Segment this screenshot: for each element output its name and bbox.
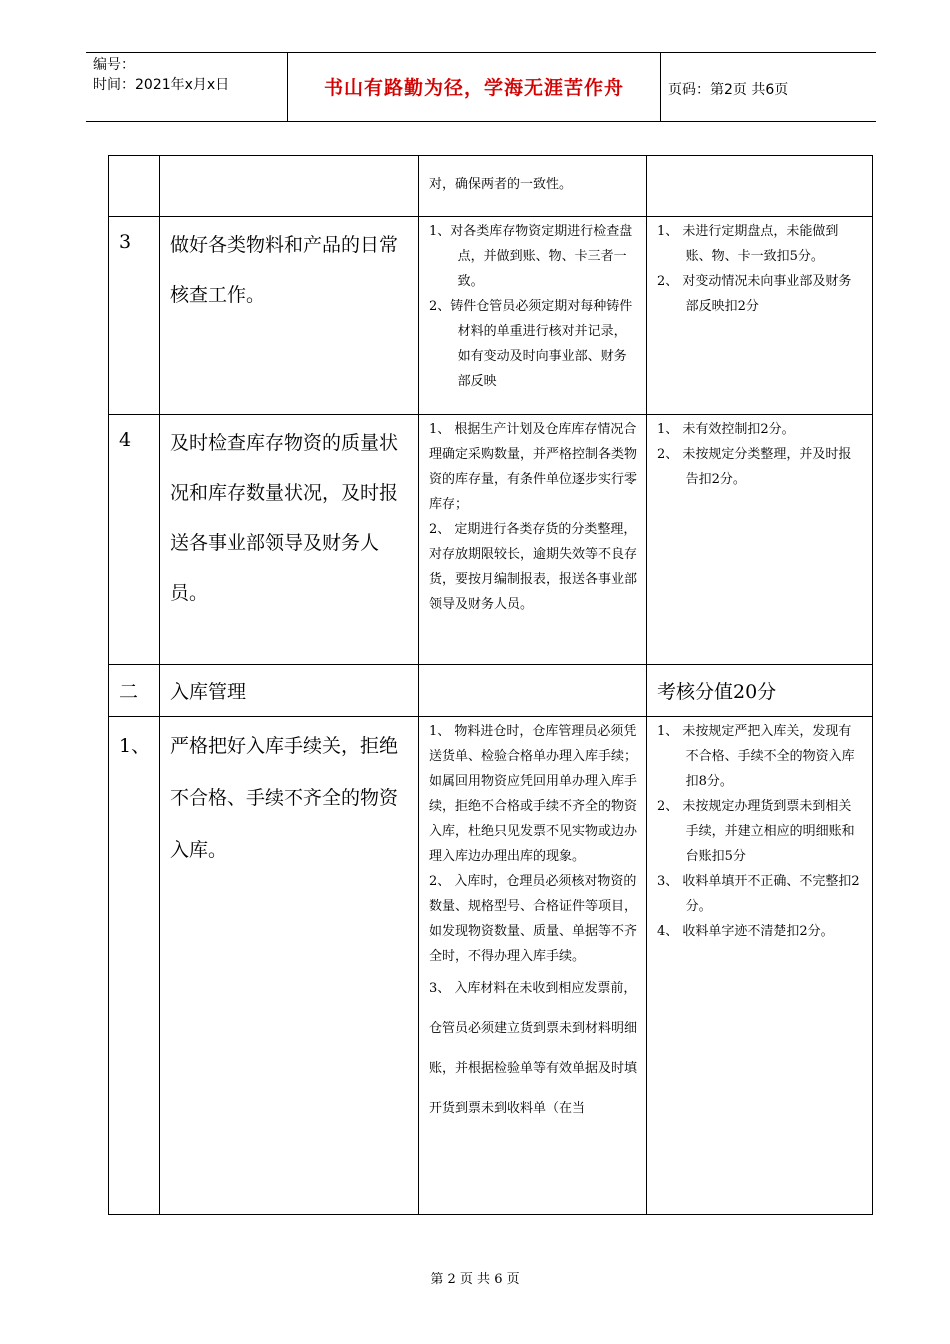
requirement-item: 2、 入库时，仓理员必须核对物资的数量、规格型号、合格证件等项目，如发现物资数量、质量、单据等不齐全时，不得办理入库手续。 bbox=[429, 874, 638, 964]
header-motto-box bbox=[287, 52, 661, 121]
row-number: 1、 bbox=[119, 735, 151, 757]
requirement-item: 2、 定期进行各类存货的分类整理，对存放期限较长，逾期失效等不良存货，要按月编制报表，报送各事业部领导及财务人员。 bbox=[429, 522, 638, 612]
cell-requirement bbox=[419, 665, 647, 717]
requirement-item: 1、对各类库存物资定期进行检查盘点，并做到账、物、卡三者一致。 bbox=[429, 224, 633, 289]
serial-label: 编号： bbox=[93, 57, 135, 73]
cell-num bbox=[109, 217, 160, 415]
requirement-item: 1、 物料进仓时，仓库管理员必须凭送货单、检验合格单办理入库手续；如属回用物资应凭回用单办理入库手续，拒绝不合格或手续不齐全的物资入库，杜绝只见发票不见实物或边办理入库边办理出库的现象。 bbox=[429, 724, 638, 864]
cell-item bbox=[160, 415, 419, 665]
item-text: 及时检查库存物资的质量状况和库存数量状况，及时报送各事业部领导及财务人员。 bbox=[170, 432, 399, 604]
cell-score bbox=[647, 415, 873, 665]
cell-item bbox=[160, 665, 419, 717]
cell-score bbox=[647, 217, 873, 415]
cell-num bbox=[109, 156, 160, 217]
cell-score bbox=[647, 665, 873, 717]
cell-score bbox=[647, 156, 873, 217]
cell-requirement bbox=[419, 217, 647, 415]
page-footer: 第 2 页 共 6 页 bbox=[430, 1272, 520, 1287]
cell-item bbox=[160, 717, 419, 1215]
header-meta bbox=[93, 55, 283, 95]
score-item: 1、 未进行定期盘点，未能做到账、物、卡一致扣5分。 bbox=[657, 224, 839, 264]
table-row bbox=[109, 717, 873, 1215]
cell-requirement bbox=[419, 717, 647, 1215]
requirement-item: 3、 入库材料在未收到相应发票前，仓管员必须建立货到票未到材料明细账，并根据检验单等有效单据及时填开货到票未到收料单（在当 bbox=[429, 981, 638, 1116]
header-motto: 书山有路勤为径，学海无涯苦作舟 bbox=[323, 77, 624, 99]
row-number: 3 bbox=[119, 231, 132, 253]
header-rule-bottom bbox=[86, 121, 876, 122]
item-text: 严格把好入库手续关，拒绝不合格、手续不齐全的物资入库。 bbox=[170, 735, 399, 861]
score-item: 4、 收料单字迹不清楚扣2分。 bbox=[657, 924, 834, 939]
score-item: 2、 未按规定分类整理，并及时报告扣2分。 bbox=[657, 447, 852, 487]
table-row bbox=[109, 217, 873, 415]
section-title: 入库管理 bbox=[170, 681, 247, 703]
score-item: 1、 未按规定严把入库关，发现有不合格、手续不全的物资入库扣8分。 bbox=[657, 724, 855, 789]
item-text: 做好各类物料和产品的日常核查工作。 bbox=[170, 234, 399, 306]
cell-num bbox=[109, 717, 160, 1215]
table-row bbox=[109, 415, 873, 665]
score-item: 1、 未有效控制扣2分。 bbox=[657, 422, 795, 437]
score-item: 2、 未按规定办理货到票未到相关手续，并建立相应的明细账和台账扣5分 bbox=[657, 799, 855, 864]
score-item: 3、 收料单填开不正确、不完整扣2分。 bbox=[657, 874, 860, 914]
header-page-label: 页码：第2页 共6页 bbox=[668, 82, 789, 98]
cell-requirement bbox=[419, 415, 647, 665]
row-number: 4 bbox=[119, 429, 132, 451]
requirement-item: 1、 根据生产计划及仓库库存情况合理确定采购数量，并严格控制各类物资的库存量，有条件单位逐步实行零库存； bbox=[429, 422, 638, 512]
cell-num bbox=[109, 665, 160, 717]
section-row bbox=[109, 665, 873, 717]
requirement-item: 2、铸件仓管员必须定期对每种铸件材料的单重进行核对并记录，如有变动及时向事业部、财务部反映 bbox=[429, 299, 633, 389]
section-number: 二 bbox=[119, 681, 139, 703]
requirement-text: 对，确保两者的一致性。 bbox=[429, 177, 573, 192]
time-label: 时间：2021年x月x日 bbox=[93, 77, 230, 93]
cell-item bbox=[160, 217, 419, 415]
cell-item bbox=[160, 156, 419, 217]
score-item: 2、 对变动情况未向事业部及财务部反映扣2分 bbox=[657, 274, 852, 314]
section-score: 考核分值20分 bbox=[657, 681, 777, 703]
assessment-table bbox=[108, 155, 873, 1215]
cell-score bbox=[647, 717, 873, 1215]
cell-num bbox=[109, 415, 160, 665]
cell-requirement bbox=[419, 156, 647, 217]
table-row bbox=[109, 156, 873, 217]
